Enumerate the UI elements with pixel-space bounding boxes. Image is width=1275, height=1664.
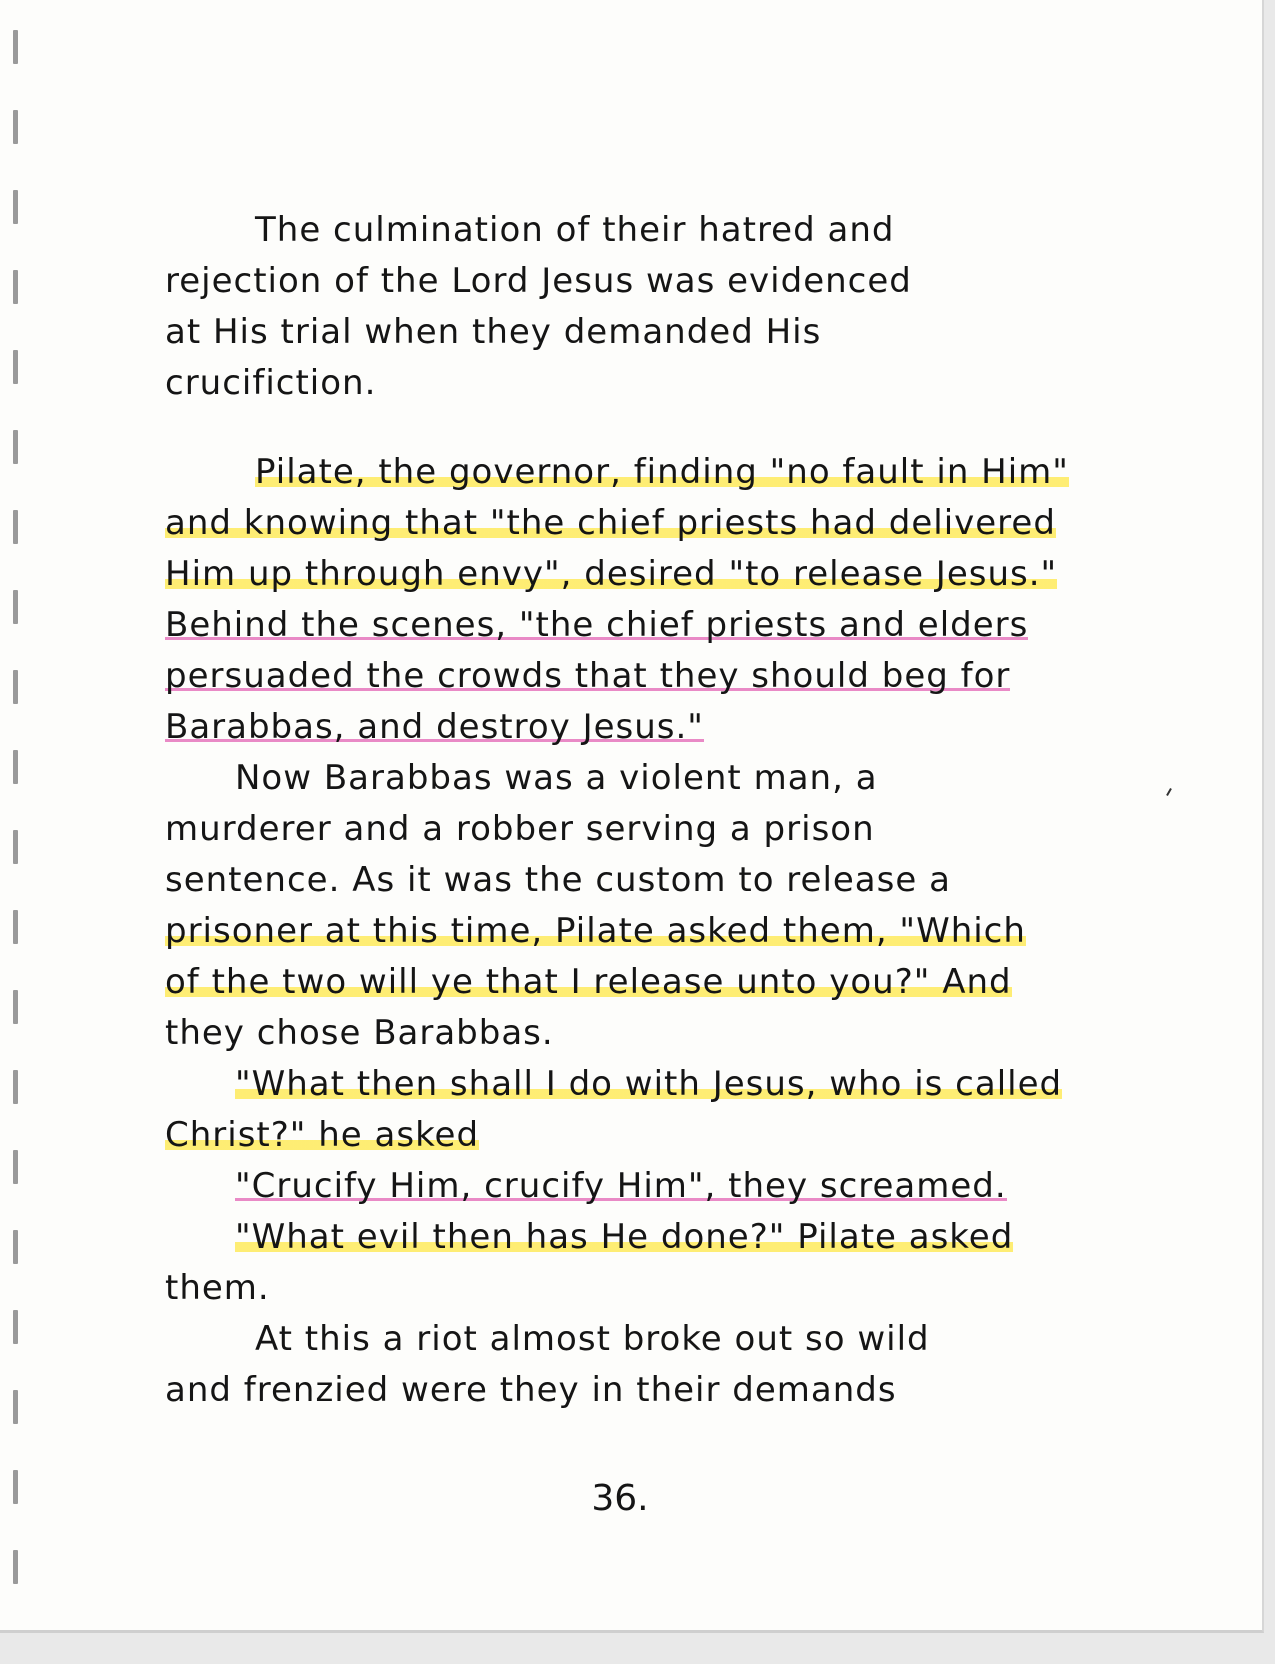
binding-hole (13, 190, 18, 224)
binding-hole (13, 30, 18, 64)
underlined-text-line: "Crucify Him, crucify Him", they screamed. (235, 1166, 1007, 1206)
binding-hole (13, 1550, 18, 1584)
underlined-text-line: persuaded the crowds that they should beg for (165, 656, 1011, 696)
text-line: them. (165, 1268, 270, 1308)
highlighted-text-line: Pilate, the governor, finding "no fault in Him" (255, 452, 1069, 492)
stray-pen-mark (1166, 788, 1172, 796)
binding-hole (13, 670, 18, 704)
text-line (165, 498, 1125, 549)
binding-hole (13, 1070, 18, 1104)
text-line (165, 447, 1125, 498)
text-line (165, 651, 1125, 702)
binding-hole (13, 110, 18, 144)
text-line (165, 1110, 1125, 1161)
text-line: at His trial when they demanded His (165, 312, 822, 352)
underlined-text-line: Behind the scenes, "the chief priests and elders (165, 605, 1029, 645)
text-line: sentence. As it was the custom to release a (165, 860, 951, 900)
spiral-binding-holes (13, 30, 29, 1610)
text-line: At this a riot almost broke out so wild (255, 1319, 930, 1359)
binding-hole (13, 910, 18, 944)
binding-hole (13, 750, 18, 784)
paragraph-gap (165, 409, 1125, 447)
binding-hole (13, 350, 18, 384)
text-line: Now Barabbas was a violent man, a (235, 758, 878, 798)
text-line (165, 906, 1125, 957)
text-line (165, 1059, 1125, 1110)
highlighted-text-line: prisoner at this time, Pilate asked them, "Which (165, 911, 1026, 951)
binding-hole (13, 1310, 18, 1344)
binding-hole (13, 1470, 18, 1504)
highlighted-text-line: "What then shall I do with Jesus, who is called (235, 1064, 1063, 1104)
page-number: 36. (591, 1478, 649, 1519)
highlighted-text-line: and knowing that "the chief priests had delivered (165, 503, 1056, 543)
text-line (165, 702, 1125, 753)
highlighted-text-line: "What evil then has He done?" Pilate asked (235, 1217, 1014, 1257)
text-line: murderer and a robber serving a prison (165, 809, 875, 849)
binding-hole (13, 270, 18, 304)
highlighted-text-line: Christ?" he asked (165, 1115, 480, 1155)
binding-hole (13, 830, 18, 864)
binding-hole (13, 1230, 18, 1264)
text-line (165, 549, 1125, 600)
highlighted-text-line: of the two will ye that I release unto you?" And (165, 962, 1012, 1002)
highlighted-text-line: Him up through envy", desired "to release Jesus." (165, 554, 1058, 594)
text-line: and frenzied were they in their demands (165, 1370, 897, 1410)
text-line (165, 957, 1125, 1008)
binding-hole (13, 990, 18, 1024)
text-line: rejection of the Lord Jesus was evidenced (165, 261, 912, 301)
underlined-text-line: Barabbas, and destroy Jesus." (165, 707, 704, 747)
binding-hole (13, 590, 18, 624)
binding-hole (13, 1390, 18, 1424)
handwritten-text-body (165, 205, 1125, 1416)
binding-hole (13, 1150, 18, 1184)
text-line: crucifiction. (165, 363, 377, 403)
text-line (165, 1212, 1125, 1263)
text-line: The culmination of their hatred and (255, 210, 895, 250)
binding-hole (13, 430, 18, 464)
text-line (165, 1161, 1125, 1212)
binding-hole (13, 510, 18, 544)
text-line (165, 600, 1125, 651)
text-line: they chose Barabbas. (165, 1013, 554, 1053)
